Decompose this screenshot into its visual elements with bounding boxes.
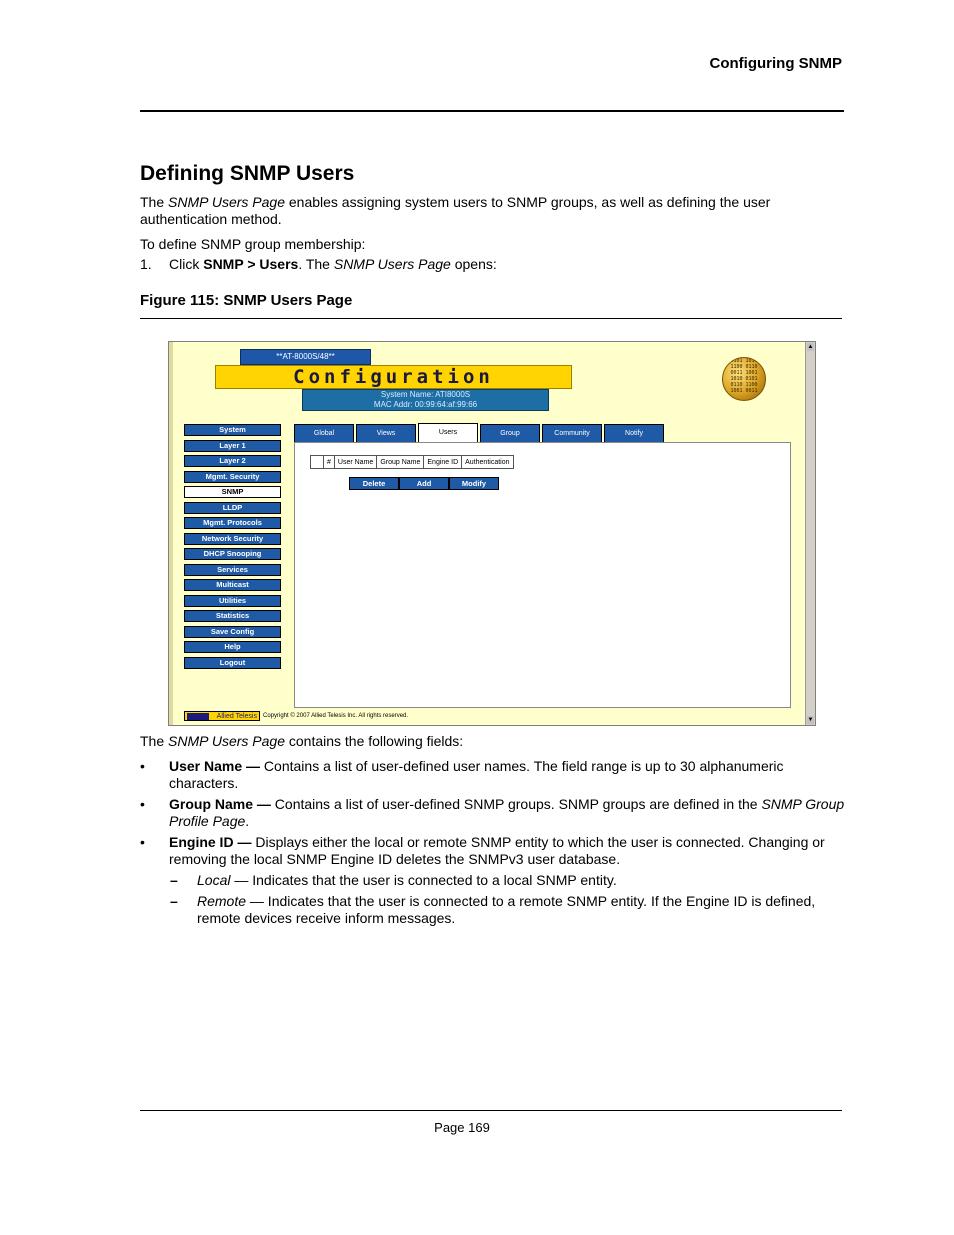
menu-item-layer1[interactable]: Layer 1 <box>184 440 281 452</box>
fields-intro: The SNMP Users Page contains the following fields: <box>140 733 464 749</box>
fields-list <box>140 758 845 931</box>
system-name: System Name: ATI8000S <box>380 390 471 399</box>
col-number: # <box>324 456 335 469</box>
section-heading: Defining SNMP Users <box>140 162 355 185</box>
col-group-name: Group Name <box>377 456 424 469</box>
menu-item-lldp[interactable]: LLDP <box>184 502 281 514</box>
col-user-name: User Name <box>334 456 376 469</box>
globe-logo-icon: 0101 1010 1100 0110 0011 1001 1010 0101 0110 1100 1001 0011 <box>722 357 766 401</box>
system-info-box <box>302 389 549 411</box>
bullet-icon: • <box>140 796 145 812</box>
users-panel <box>294 442 791 708</box>
menu-item-multicast[interactable]: Multicast <box>184 579 281 591</box>
list-item: • Group Name — Contains a list of user-defined SNMP groups. SNMP groups are defined in the SNMP Group Profile Page. <box>140 796 845 829</box>
list-item: • Engine ID — Displays either the local or remote SNMP entity to which the user is connected. Changing or removing the local SNMP Engine ID deletes the SNMPv3 user database. <box>140 834 825 867</box>
footer-rule <box>140 1110 842 1111</box>
col-select <box>311 456 324 469</box>
tab-global[interactable]: Global <box>294 424 354 444</box>
procedure-intro: To define SNMP group membership: <box>140 236 366 252</box>
table-header-row <box>311 456 514 469</box>
menu-item-dhcp-snooping[interactable]: DHCP Snooping <box>184 548 281 560</box>
menu-item-layer2[interactable]: Layer 2 <box>184 455 281 467</box>
menu-item-mgmt-protocols[interactable]: Mgmt. Protocols <box>184 517 281 529</box>
tab-views[interactable]: Views <box>356 424 416 444</box>
menu-item-save-config[interactable]: Save Config <box>184 626 281 638</box>
menu-item-utilities[interactable]: Utilities <box>184 595 281 607</box>
bullet-icon: • <box>140 834 145 850</box>
running-header: Configuring SNMP <box>709 55 842 72</box>
menu-item-statistics[interactable]: Statistics <box>184 610 281 622</box>
menu-item-logout[interactable]: Logout <box>184 657 281 669</box>
header-rule <box>140 110 844 112</box>
figure-rule <box>140 318 842 319</box>
intro-paragraph: The SNMP Users Page enables assigning system users to SNMP groups, as well as defining the user authentication method. <box>140 194 771 227</box>
screenshot-left-band <box>169 342 173 725</box>
step-1: 1. Click SNMP > Users. The SNMP Users Page opens: <box>140 256 497 272</box>
menu-item-snmp[interactable]: SNMP <box>184 486 281 498</box>
sub-list-item: – Local — Indicates that the user is connected to a local SNMP entity. <box>170 872 617 888</box>
scroll-up-icon[interactable]: ▲ <box>807 344 814 350</box>
menu-item-system[interactable]: System <box>184 424 281 436</box>
copyright-text: Copyright © 2007 Allied Telesis Inc. All rights reserved. <box>263 713 409 719</box>
configuration-banner: Configuration <box>215 365 572 389</box>
device-model-label: **AT-8000S/48** <box>240 349 371 365</box>
list-item: • User Name — Contains a list of user-defined user names. The field range is up to 30 alphanumeric characters. <box>140 758 784 791</box>
tab-community[interactable]: Community <box>542 424 602 444</box>
dash-icon: – <box>170 893 178 909</box>
tab-group[interactable]: Group <box>480 424 540 444</box>
page-number: Page 169 <box>434 1120 490 1135</box>
allied-telesis-logo: Allied Telesis <box>184 711 260 721</box>
vertical-scrollbar[interactable] <box>805 342 815 725</box>
menu-item-mgmt-security[interactable]: Mgmt. Security <box>184 471 281 483</box>
users-table <box>310 455 514 469</box>
mac-address: MAC Addr: 00:99:64:af:99:66 <box>373 400 478 409</box>
dash-icon: – <box>170 872 178 888</box>
bullet-icon: • <box>140 758 145 774</box>
sub-list-item: – Remote — Indicates that the user is connected to a remote SNMP entity. If the Engine ID is defined, remote devices receive inform messages. <box>170 893 816 926</box>
col-authentication: Authentication <box>462 456 513 469</box>
logo-mark-icon <box>187 713 209 720</box>
modify-button[interactable]: Modify <box>449 477 499 490</box>
tab-notify[interactable]: Notify <box>604 424 664 444</box>
scroll-down-icon[interactable]: ▼ <box>807 717 814 723</box>
menu-item-network-security[interactable]: Network Security <box>184 533 281 545</box>
menu-item-services[interactable]: Services <box>184 564 281 576</box>
figure-caption: Figure 115: SNMP Users Page <box>140 292 353 309</box>
delete-button[interactable]: Delete <box>349 477 399 490</box>
menu-item-help[interactable]: Help <box>184 641 281 653</box>
tab-users[interactable]: Users <box>418 423 478 444</box>
col-engine-id: Engine ID <box>424 456 462 469</box>
add-button[interactable]: Add <box>399 477 449 490</box>
snmp-users-screenshot <box>168 341 816 726</box>
